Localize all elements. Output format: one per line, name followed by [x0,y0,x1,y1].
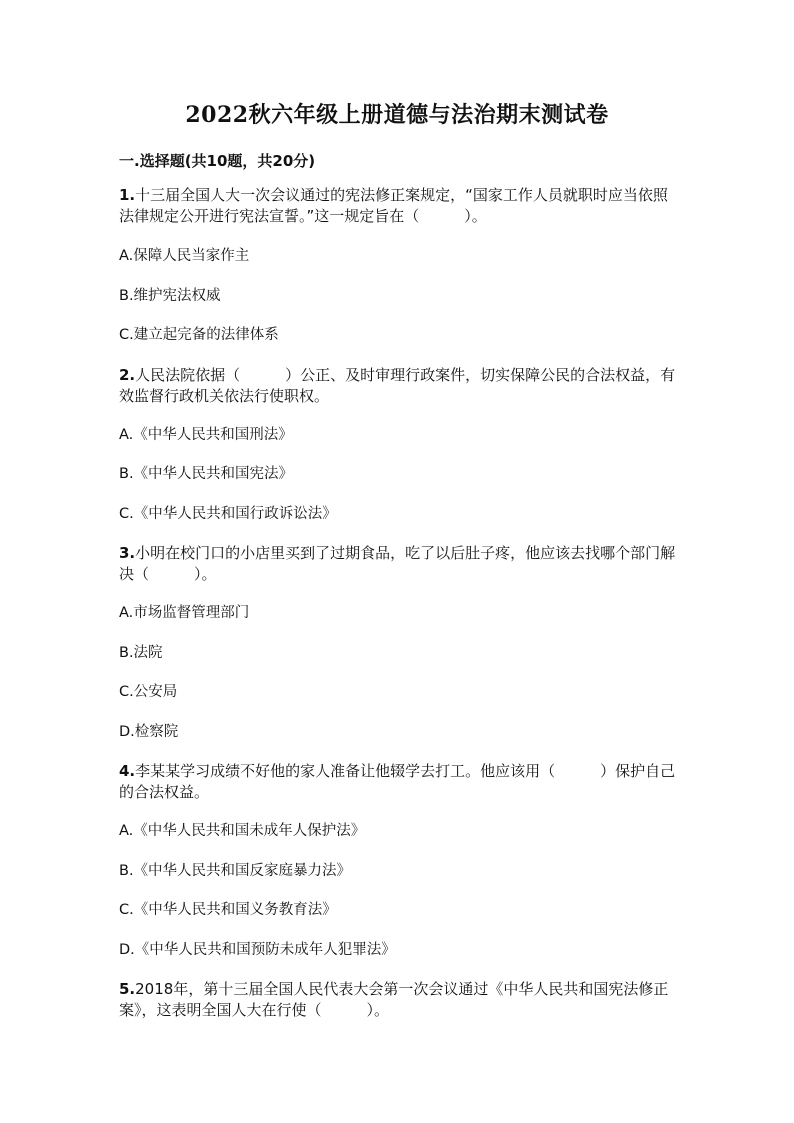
question-text: 人民法院依据（ ）公正、及时审理行政案件，切实保障公民的合法权益，有效监督行政机关依法行使职权。 [119,366,676,405]
question-3-option-c[interactable]: C.公安局 [119,684,178,700]
question-5 [119,979,679,1021]
question-3-option-a[interactable]: A.市场监督管理部门 [119,605,250,621]
question-text: 李某某学习成绩不好他的家人准备让他辍学去打工。他应该用（ ）保护自己的合法权益。 [119,762,676,801]
question-2-option-a[interactable]: A.《中华人民共和国刑法》 [119,427,293,443]
question-3 [119,543,679,585]
question-number: 1. [119,186,136,204]
question-4 [119,761,679,803]
question-3-option-b[interactable]: B.法院 [119,645,163,661]
question-2-option-c[interactable]: C.《中华人民共和国行政诉讼法》 [119,506,337,522]
page-title: 2022秋六年级上册道德与法治期末测试卷 [185,102,609,128]
question-number: 4. [119,762,136,780]
question-number: 2. [119,366,136,384]
section-heading: 一.选择题(共10题，共20分) [119,152,316,170]
question-1-option-b[interactable]: B.维护宪法权威 [119,288,221,304]
question-1-option-c[interactable]: C.建立起完备的法律体系 [119,327,279,343]
question-text: 十三届全国人大一次会议通过的宪法修正案规定，“国家工作人员就职时应当依照法律规定公开进行宪法宣誓。”这一规定旨在（ ）。 [119,186,668,225]
question-1-option-a[interactable]: A.保障人民当家作主 [119,248,250,264]
question-4-option-b[interactable]: B.《中华人民共和国反家庭暴力法》 [119,863,352,879]
question-4-option-a[interactable]: A.《中华人民共和国未成年人保护法》 [119,823,366,839]
question-3-option-d[interactable]: D.检察院 [119,724,179,740]
question-number: 5. [119,980,136,998]
question-1 [119,185,679,227]
question-4-option-c[interactable]: C.《中华人民共和国义务教育法》 [119,902,337,918]
question-2-option-b[interactable]: B.《中华人民共和国宪法》 [119,466,294,482]
question-2 [119,365,679,407]
question-4-option-d[interactable]: D.《中华人民共和国预防未成年人犯罪法》 [119,942,396,958]
question-text: 2018年，第十三届全国人民代表大会第一次会议通过《中华人民共和国宪法修正案》，这表明全国人大在行使（ ）。 [119,980,669,1019]
question-text: 小明在校门口的小店里买到了过期食品，吃了以后肚子疼，他应该去找哪个部门解决（ ）。 [119,544,676,583]
question-number: 3. [119,544,136,562]
